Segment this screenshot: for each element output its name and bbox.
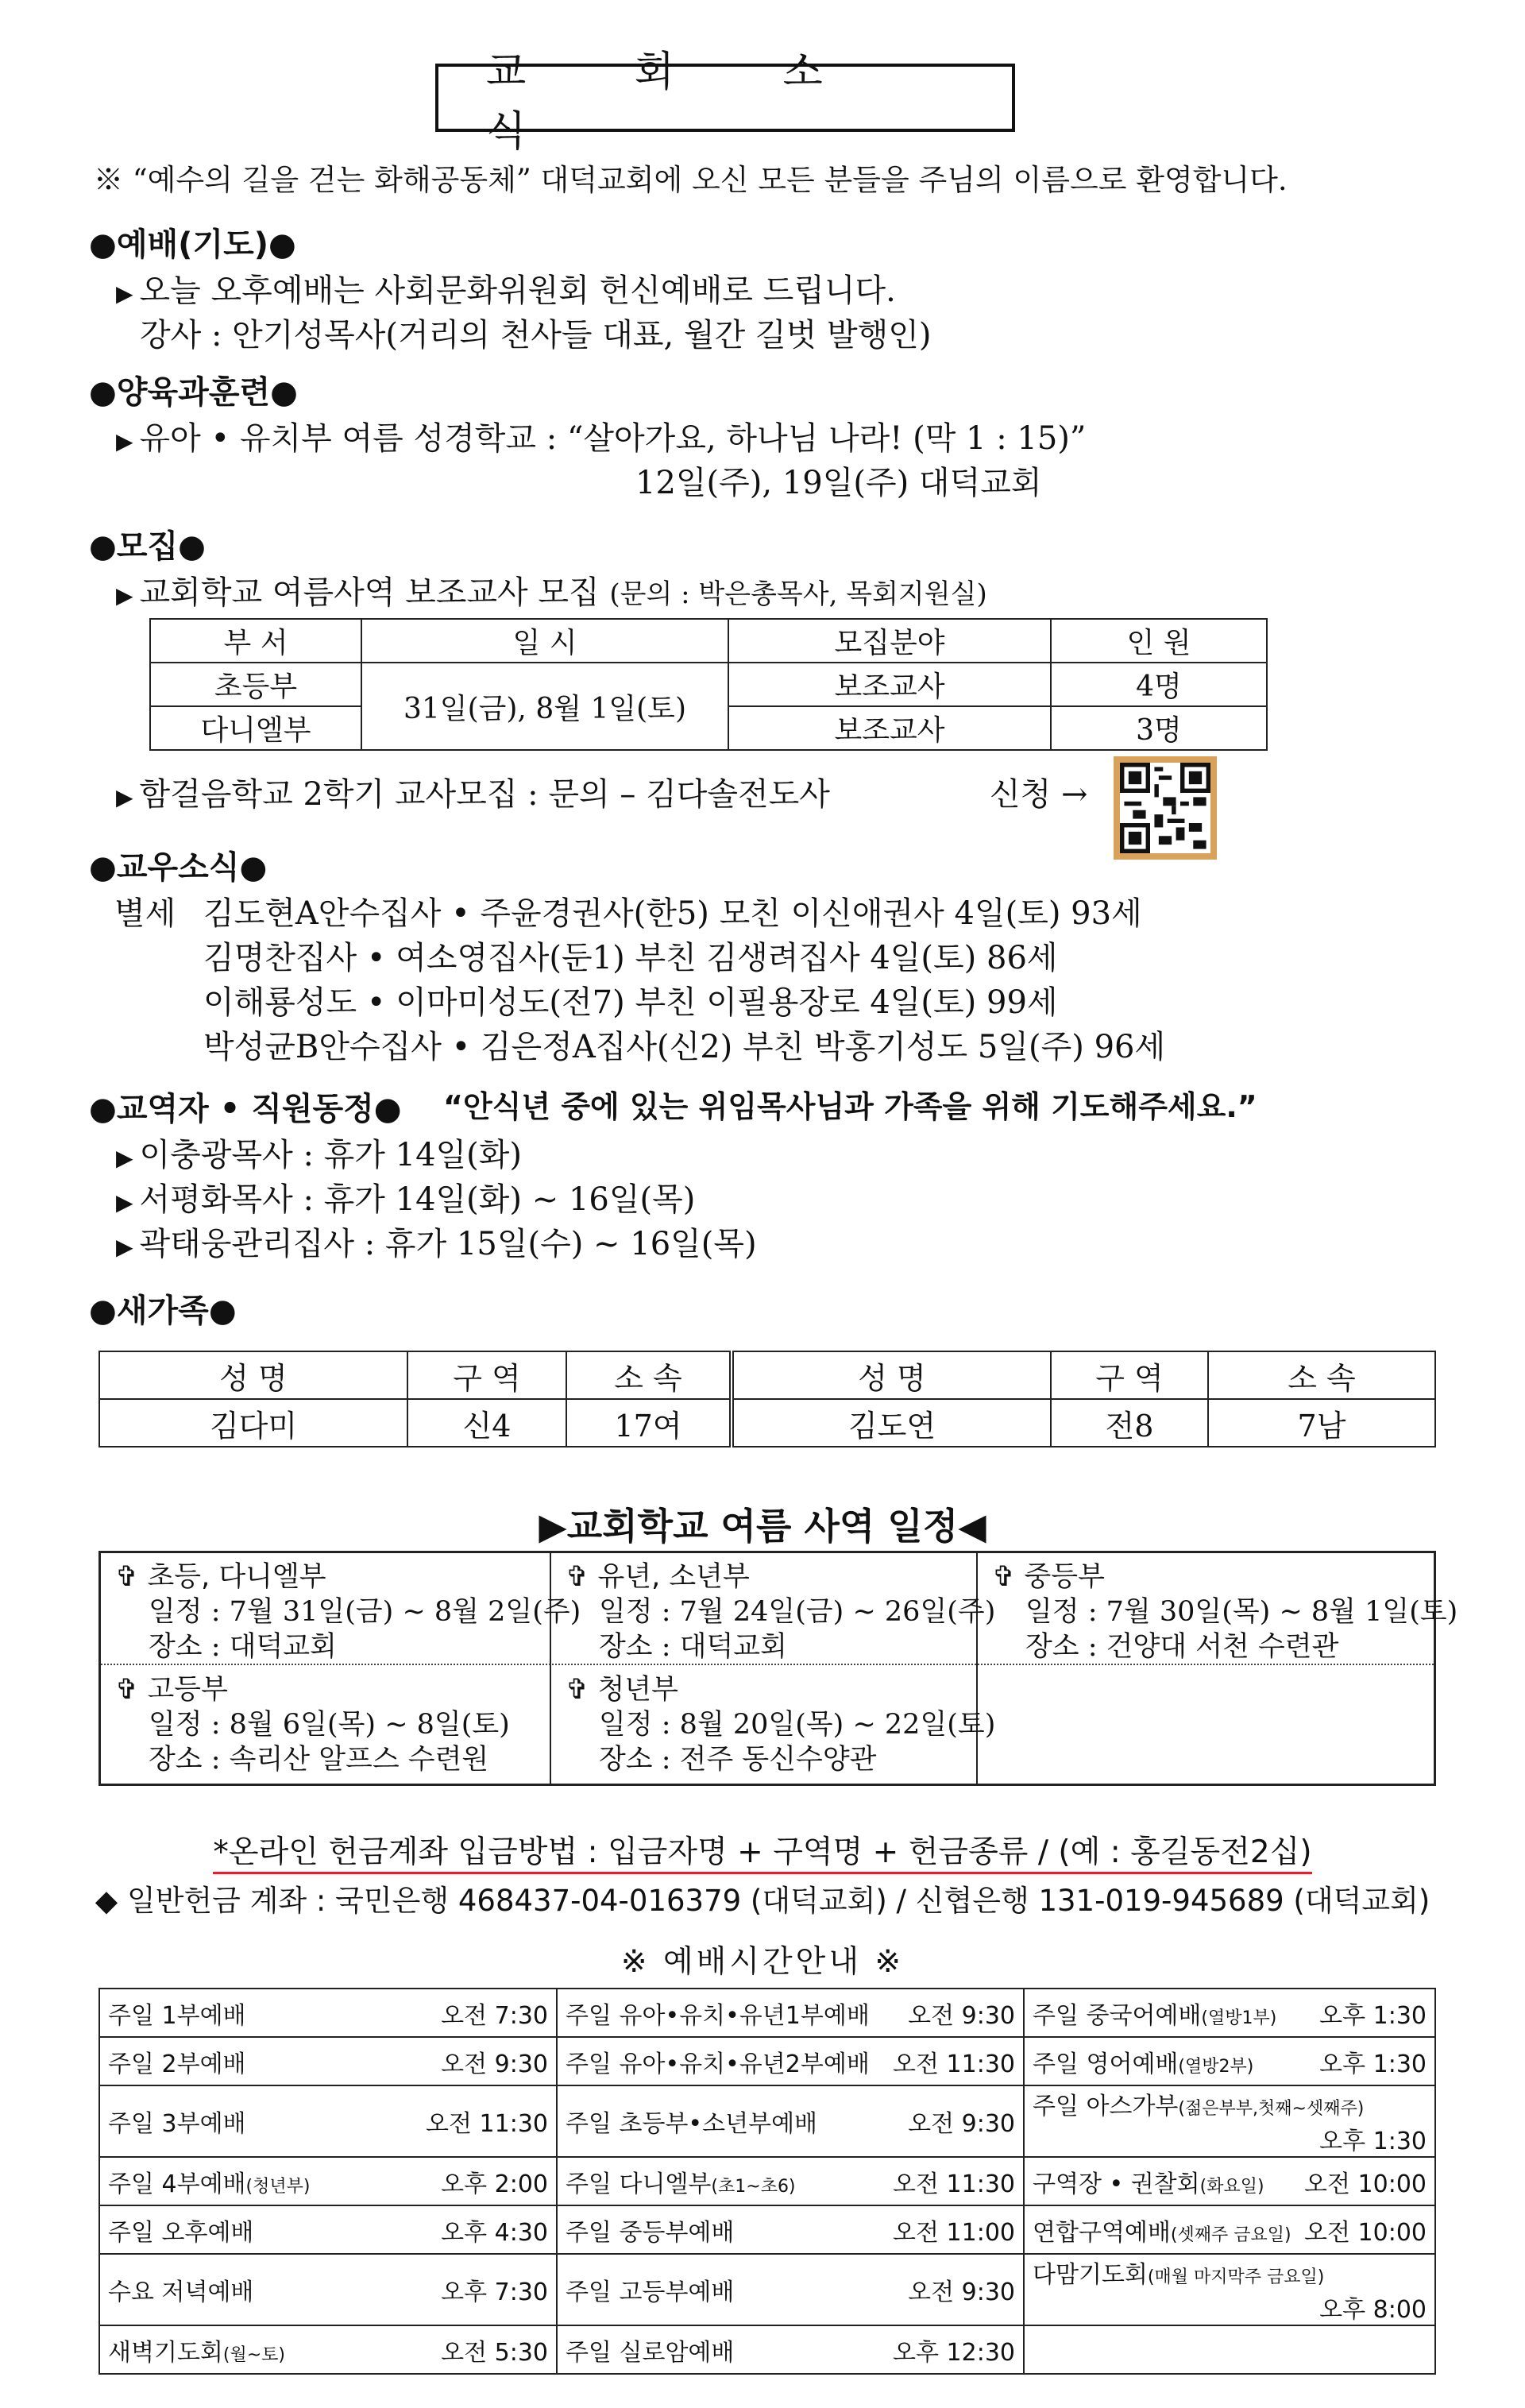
table-cell: 보조교사 [728,663,1051,706]
news-item: 박성균B안수집사 • 김은정A집사(신2) 부친 박홍기성도 5일(주) 96세 [203,1029,1166,1065]
table-row [99,2325,1435,2374]
service-name: 새벽기도회 [108,2338,223,2367]
service-cell [557,1989,1024,2037]
table-row [99,1399,1435,1447]
table-cell: 다니엘부 [150,706,361,750]
service-note: (초1~초6) [711,2176,796,2197]
table-cell: 31일(금), 8월 1일(토) [361,663,728,750]
table-row [99,1989,1435,2037]
service-time: 오전 10:00 [1304,2170,1427,2198]
table-row [99,2205,1435,2254]
newfamily-table [98,1351,1436,1448]
service-cell [1024,2037,1435,2085]
service-name: 주일 오후예배 [108,2218,254,2247]
table-header: 소 속 [566,1351,732,1399]
service-cell [1024,1989,1435,2037]
schedule-item: ✞ 중등부 일정 : 7월 30일(목) ~ 8월 1일(토) 장소 : 건양대 서천 수련관 [992,1561,1458,1663]
service-time: 오후 7:30 [441,2279,548,2306]
qr-code-icon[interactable] [1114,756,1217,860]
service-note: (열방2부) [1178,2056,1254,2077]
table-header: 소 속 [1208,1351,1435,1399]
service-time: 오전 9:30 [908,2001,1015,2030]
service-name: 주일 고등부예배 [566,2279,735,2306]
offering-account: ◆ 일반헌금 계좌 : 국민은행 468437-04-016379 (대덕교회) / 신협은행 131-019-945689 (대덕교회) [95,1884,1430,1918]
news-item: 이해룡성도 • 이마미성도(전7) 부친 이필용장로 4일(토) 99세 [203,984,1058,1021]
table-row [99,2085,1435,2157]
service-cell [1024,2085,1435,2157]
worship-line-1: ▶ 오늘 오후예배는 사회문화위원회 헌신예배로 드립니다. [116,272,896,309]
service-name: 구역장 • 권찰회 [1033,2170,1200,2198]
table-cell: 3명 [1051,706,1267,750]
table-cell: 김다미 [99,1399,407,1447]
welcome-text: ※ “예수의 길을 걷는 화해공동체” 대덕교회에 오신 모든 분들을 주님의 이름으로 환영합니다. [94,163,1288,197]
service-time: 오후 12:30 [893,2338,1015,2367]
staff-quote: “안식년 중에 있는 위임목사님과 가족을 위해 기도해주세요.” [443,1089,1257,1124]
service-cell [557,2085,1024,2157]
table-cell: 17여 [566,1399,732,1447]
service-time: 오전 9:30 [908,2110,1015,2138]
service-cell [557,2205,1024,2254]
table-header: 일 시 [361,619,728,663]
table-header: 구 역 [1051,1351,1208,1399]
table-cell: 보조교사 [728,706,1051,750]
training-line-2: 12일(주), 19일(주) 대덕교회 [635,465,1042,501]
page-title: 교 회 소 식 [435,64,1015,132]
service-time: 오후 1:30 [1319,2050,1427,2078]
staff-heading: ●교역자 • 직원동정● [89,1091,402,1127]
service-time: 오후 8:00 [1319,2296,1427,2324]
schedule-item: ✞ 초등, 다니엘부 일정 : 7월 31일(금) ~ 8월 2일(주) 장소 : 대덕교회 [115,1561,581,1663]
training-line-1: ▶ 유아 • 유치부 여름 성경학교 : “살아가요, 하나님 나라! (막 1 : 15)” [116,420,1087,457]
table-header: 인 원 [1051,619,1267,663]
table-header: 성 명 [732,1351,1051,1399]
worship-line-2: 강사 : 안기성목사(거리의 천사들 대표, 월간 길벗 발행인) [140,317,932,354]
service-cell [99,2037,557,2085]
table-header: 부 서 [150,619,361,663]
service-name: 수요 저녁예배 [108,2279,254,2306]
service-cell [99,2157,557,2205]
staff-item: ▶ 서평화목사 : 휴가 14일(화) ~ 16일(목) [116,1181,696,1218]
service-cell [1024,2205,1435,2254]
service-note: (청년부) [245,2176,311,2197]
newfamily-heading: ●새가족● [89,1293,237,1329]
service-cell [99,2205,557,2254]
table-header: 성 명 [99,1351,407,1399]
news-item: 김도현A안수집사 • 주윤경권사(한5) 모친 이신애권사 4일(토) 93세 [203,895,1142,932]
service-cell [557,2254,1024,2325]
service-cell [557,2157,1024,2205]
service-cell [1024,2254,1435,2325]
service-time: 오전 9:30 [441,2050,548,2078]
service-note: (셋째주 금요일) [1170,2224,1291,2245]
recruit-line-2: ▶ 함걸음학교 2학기 교사모집 : 문의 – 김다솔전도사 [116,776,830,813]
table-cell: 4명 [1051,663,1267,706]
service-cell [99,2254,557,2325]
online-offering-note: *온라인 헌금계좌 입금방법 : 입금자명 + 구역명 + 헌금종류 / (예 : 홍길동전2십) [0,1827,1525,1872]
service-time: 오전 11:00 [893,2218,1015,2247]
service-name: 주일 2부예배 [108,2050,246,2078]
service-name: 주일 초등부•소년부예배 [566,2110,818,2138]
service-name: 주일 1부예배 [108,2001,246,2030]
staff-item: ▶ 곽태웅관리집사 : 휴가 15일(수) ~ 16일(목) [116,1226,757,1262]
summer-schedule [98,1551,1458,1786]
table-header-row [150,619,1267,663]
recruit-heading: ●모집● [89,528,207,565]
schedule-item: ✞ 유년, 소년부 일정 : 7월 24일(금) ~ 26일(주) 장소 : 대덕교회 [566,1561,996,1663]
table-cell: 김도연 [732,1399,1051,1447]
service-times-table [98,1988,1436,2375]
service-time: 오후 4:30 [441,2218,548,2247]
recruit-line-1: ▶ 교회학교 여름사역 보조교사 모집 (문의 : 박은총목사, 목회지원실) [116,574,987,611]
service-cell [99,2325,557,2374]
table-cell: 전8 [1051,1399,1208,1447]
news-item: 김명찬집사 • 여소영집사(둔1) 부친 김생려집사 4일(토) 86세 [203,940,1058,976]
service-cell [99,2085,557,2157]
table-cell: 7남 [1208,1399,1435,1447]
service-name: 주일 영어예배 [1033,2050,1179,2078]
table-cell: 초등부 [150,663,361,706]
service-time: 오전 11:30 [893,2050,1015,2078]
service-name: 주일 4부예배 [108,2170,246,2198]
table-cell: 신4 [407,1399,566,1447]
service-name: 주일 다니엘부 [566,2170,712,2198]
summer-title: ▶교회학교 여름 사역 일정◀ [539,1505,986,1548]
service-time: 오전 7:30 [441,2001,548,2030]
service-cell [557,2325,1024,2374]
service-name: 주일 유아•유치•유년2부예배 [566,2050,870,2078]
table-header: 구 역 [407,1351,566,1399]
table-row [99,2037,1435,2085]
table-row [99,2157,1435,2205]
table-row [99,2254,1435,2325]
service-cell [557,2037,1024,2085]
service-cell [1024,2325,1435,2374]
service-time: 오후 2:00 [441,2170,548,2198]
table-header-row [99,1351,1435,1399]
apply-label: 신청 → [990,776,1088,813]
service-name: 주일 중국어예배 [1033,2001,1202,2030]
service-note: (열방1부) [1201,2008,1277,2028]
recruit-table [149,618,1268,751]
schedule-item: ✞ 청년부 일정 : 8월 20일(목) ~ 22일(토) 장소 : 전주 동신수양관 [566,1674,996,1776]
service-time: 오전 11:30 [893,2170,1015,2198]
news-prefix: 별세 [114,895,176,932]
service-name: 주일 3부예배 [108,2110,246,2138]
table-row [150,663,1267,706]
service-time: 오전 9:30 [908,2279,1015,2306]
service-cell [99,1989,557,2037]
table-header: 모집분야 [728,619,1051,663]
service-note: (매월 마지막주 금요일) [1147,2267,1325,2287]
service-note: (젊은부부,첫째~셋째주) [1178,2099,1365,2119]
service-note: (월~토) [222,2344,286,2365]
schedule-item: ✞ 고등부 일정 : 8월 6일(목) ~ 8일(토) 장소 : 속리산 알프스 수련원 [115,1674,510,1776]
service-name: 다맘기도회 [1033,2261,1148,2289]
service-cell [1024,2157,1435,2205]
service-note: (화요일) [1199,2176,1264,2197]
service-name: 주일 중등부예배 [566,2218,735,2247]
staff-item: ▶ 이충광목사 : 휴가 14일(화) [116,1137,523,1173]
service-name: 주일 유아•유치•유년1부예배 [566,2001,870,2030]
service-time: 오전 5:30 [441,2338,548,2367]
worship-heading: ●예배(기도)● [89,226,296,263]
service-name: 주일 실로암예배 [566,2338,735,2367]
service-name: 연합구역예배 [1033,2218,1171,2247]
service-times-title: ※ 예배시간안내 ※ [620,1944,905,1980]
training-heading: ●양육과훈련● [89,374,299,411]
service-name: 주일 아스가부 [1033,2093,1179,2120]
news-heading: ●교우소식● [89,849,268,886]
service-time: 오전 11:30 [426,2110,548,2138]
service-time: 오후 1:30 [1319,2128,1427,2155]
service-time: 오후 1:30 [1319,2001,1427,2030]
service-time: 오전 10:00 [1304,2218,1427,2247]
